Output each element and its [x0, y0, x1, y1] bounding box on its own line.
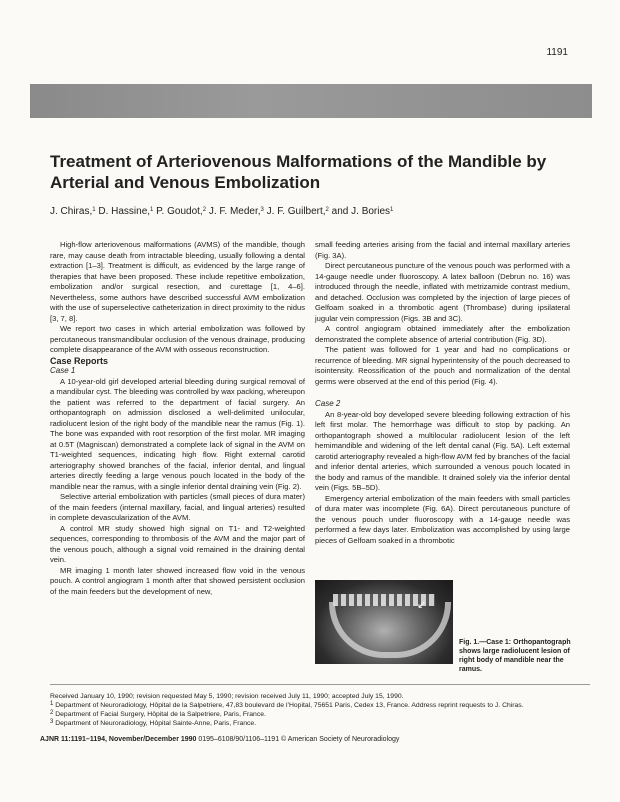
paragraph: The patient was followed for 1 year and had no complications or recurrence of bleeding. MR signal hyperintensity of the pouch decreased to isointensity. Reossification of the pouch and normalization of the dental germs were observed at the end of this period (Fig. 4).: [315, 345, 570, 386]
page-number: 1191: [546, 47, 568, 58]
paragraph: An 8-year-old boy developed severe bleeding following extraction of his left first molar. The hemorrhage was difficult to stop by packing. An orthopantograph showed a multilocular radiolucent lesion of the left hemimandible and widening of the left dental canal (Fig. 5A). Left external carotid arteriography revealed a high-flow AVM fed by branches of the facial and inferior dental arteries, which surrounded a venous pouch located in the body and ramus of the mandible. It drained solely via the inferior dental vein (Figs. 5B–5D).: [315, 409, 570, 492]
author: J. Chiras,$^1$: [50, 206, 96, 217]
author: J. F. Meder,$^3$: [208, 206, 264, 217]
paragraph: A control MR study showed high signal on T1- and T2-weighted sequences, corresponding to thrombosis of the AVM and the major part of the venous pouch, although a signal void remained in the draining dental vein.: [50, 523, 305, 564]
paragraph: High-flow arteriovenous malformations (AVMS) of the mandible, though rare, may cause death from intractable bleeding, usually following a dental extraction [1–3]. Treatment is difficult, as evidenced by the large range of therapies that have been proposed. These include repetitive embolization, embolization and/or surgical resection, and curettage [1, 4–6]. Nevertheless, some authors have described successful AVM embolization with the use of superselective catheterization in direct proximity to the nidus [3, 7, 8].: [50, 240, 305, 323]
author-list: [50, 205, 590, 218]
footnote: $^1$ Department of Neuroradiology, Hôpital de la Salpetriere, 47,83 boulevard de l’Hopital, 75651 Paris, Cedex 13, France. Address reprint requests to J. Chiras.: [50, 701, 524, 709]
case-heading: Case 1: [50, 366, 76, 375]
footnotes: [50, 692, 590, 728]
paragraph: We report two cases in which arterial embolization was followed by percutaneous transmandibular occlusion of the venous drainage, producing complete disappearance of the AVM with osseous reconstruction.: [50, 324, 305, 354]
figure-1: [315, 580, 575, 673]
paragraph: A control angiogram obtained immediately after the embolization demonstrated the complete absence of arterial contribution (Fig. 3D).: [315, 324, 570, 344]
author: and J. Bories$^1$: [331, 206, 394, 217]
figure-caption: Fig. 1.—Case 1: Orthopantograph shows large radiolucent lesion of right body of mandible near the ramus.: [459, 639, 571, 673]
paragraph: Direct percutaneous puncture of the venous pouch was performed with a 14-gauge needle under fluoroscopy. A latex balloon (Debrun no. 16) was introduced through the needle, inflated with metrizamide contrast medium, and detached. Occlusion was completed by the injection of large pieces of Gelfoam soaked in a thrombotic agent (Thrombase) during ipsilateral jugular vein compression (Figs. 3B and 3C).: [315, 261, 570, 323]
paragraph: MR imaging 1 month later showed increased flow void in the venous pouch. A control angiogram 1 month after that showed persistent occlusion of the main feeders but the development of new,: [50, 565, 305, 596]
orthopantograph-image: [315, 580, 453, 664]
journal-citation: AJNR 11:1191–1194, November/December 1990 0195–6108/90/1106–1191 © American Society of Neuroradiology: [40, 736, 400, 743]
right-column: [315, 240, 570, 546]
section-heading: Case Reports: [50, 355, 109, 366]
footnote-divider: [50, 684, 590, 685]
article-title: Treatment of Arteriovenous Malformations of the Mandible by Arterial and Venous Embolization: [50, 152, 547, 192]
paragraph: small feeding arteries arising from the facial and internal maxillary arteries (Fig. 3A).: [315, 240, 570, 260]
left-column: [50, 240, 305, 597]
footnote: Received January 10, 1990; revision requested May 5, 1990; revision received July 11, 1990; accepted July 15, 1990.: [50, 693, 404, 700]
author: P. Goudot,$^2$: [156, 206, 207, 217]
footnote: $^2$ Department of Facial Surgery, Hôpital de la Salpetriere, Paris, France.: [50, 710, 266, 718]
paragraph: Selective arterial embolization with particles (small pieces of dura mater) of the main feeders (internal maxillary, facial, and lingual arteries) resulted in complete devascularization of the AVM.: [50, 492, 305, 522]
paragraph: Emergency arterial embolization of the main feeders with small particles of dura mater was incomplete (Fig. 6A). Direct percutaneous puncture of the venous pouch under fluoroscopy with a 14-gauge needle was performed a few days later. Embolization was accomplished by using large pieces of Gelfoam soaked in a thrombotic: [315, 493, 570, 545]
author: D. Hassine,$^1$: [98, 206, 154, 217]
header-band: [30, 84, 592, 118]
mandible-arch-shape: [329, 602, 451, 658]
case-heading: Case 2: [315, 399, 341, 408]
paragraph: A 10-year-old girl developed arterial bleeding during surgical removal of a mandibular cyst. The bleeding was controlled by wax packing, whereupon the patient was referred to the department of facial surgery. An orthopantograph on admission disclosed a well-delimited unilocular, radiolucent lesion of the right body of the mandible near the ramus (Fig. 1). The bone was expanded with root resorption of the first molar. MR imaging at 0.5T (Magniscan) demonstrated a complete lack of signal in the AVM on T1-weighted sequences, indicating high flow. Right external carotid arteriography showed branches of the facial, inferior dental, and lingual arteries directly feeding a large venous pouch located in the body of the mandible near the ramus, with a single inferior dental draining vein (Fig. 2).: [50, 376, 305, 491]
arrow-icon: ↙: [417, 599, 427, 611]
author: J. F. Guilbert,$^2$: [266, 206, 329, 217]
footnote: $^3$ Department of Neuroradiology, Hôpital Sainte-Anne, Paris, France.: [50, 719, 257, 727]
